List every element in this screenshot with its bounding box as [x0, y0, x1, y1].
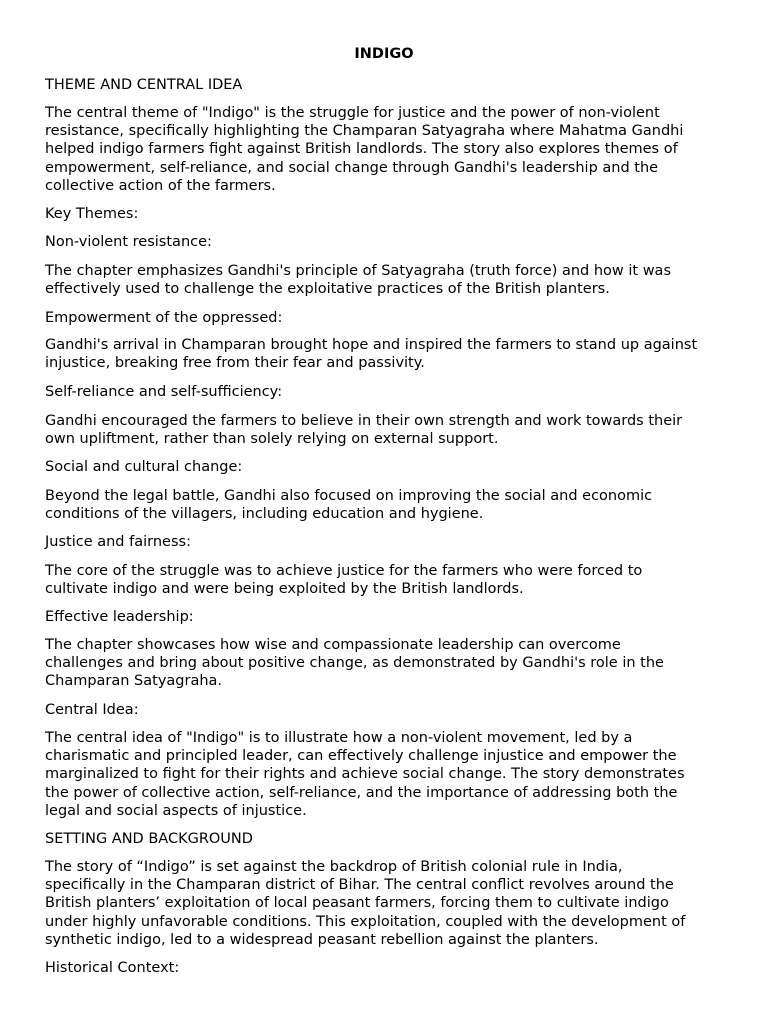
document-title: INDIGO	[354, 46, 414, 62]
text-line: specifically in the Champaran district of Bihar. The central conflict revolves around the	[45, 877, 674, 894]
text-line: The central idea of "Indigo" is to illustrate how a non-violent movement, led by a	[45, 730, 633, 746]
text-line: injustice, breaking free from their fear and passivity.	[45, 355, 425, 372]
text-line: British planters’ exploitation of local peasant farmers, forcing them to cultivate indigo	[45, 895, 669, 912]
text-line: Central Idea:	[45, 702, 139, 718]
text-line: under highly unfavorable conditions. This exploitation, coupled with the development of	[45, 913, 686, 930]
text-line: effectively used to challenge the exploitative practices of the British planters.	[45, 281, 610, 298]
text-line: marginalized to fight for their rights and achieve social change. The story demonstrates	[45, 766, 685, 783]
text-line: The story of “Indigo” is set against the backdrop of British colonial rule in India,	[45, 859, 623, 875]
text-line: THEME AND CENTRAL IDEA	[45, 77, 243, 93]
text-line: Empowerment of the oppressed:	[45, 310, 283, 326]
text-line: The chapter emphasizes Gandhi's principle of Satyagraha (truth force) and how it was	[45, 263, 671, 279]
text-line: collective action of the farmers.	[45, 177, 276, 194]
text-line: conditions of the villagers, including education and hygiene.	[45, 506, 484, 523]
text-line: Self-reliance and self-sufficiency:	[45, 384, 283, 400]
text-line: The core of the struggle was to achieve justice for the farmers who were forced to	[45, 563, 643, 579]
text-line: charismatic and principled leader, can effectively challenge injustice and empower the	[45, 748, 677, 765]
text-line: Social and cultural change:	[45, 459, 243, 475]
text-line: The chapter showcases how wise and compassionate leadership can overcome	[45, 637, 621, 653]
text-line: SETTING AND BACKGROUND	[45, 831, 253, 847]
text-line: empowerment, self-reliance, and social change through Gandhi's leadership and the	[45, 159, 659, 176]
text-line: challenges and bring about positive change, as demonstrated by Gandhi's role in the	[45, 655, 664, 672]
text-line: Effective leadership:	[45, 609, 194, 625]
text-line: own upliftment, rather than solely relying on external support.	[45, 431, 499, 448]
text-line: Key Themes:	[45, 206, 139, 222]
text-line: Gandhi encouraged the farmers to believe in their own strength and work towards their	[45, 413, 683, 429]
text-line: synthetic indigo, led to a widespread peasant rebellion against the planters.	[45, 931, 599, 948]
text-line: Justice and fairness:	[45, 534, 191, 550]
text-line: helped indigo farmers fight against British landlords. The story also explores themes of	[45, 141, 678, 158]
text-line: legal and social aspects of injustice.	[45, 802, 307, 819]
text-line: The central theme of "Indigo" is the struggle for justice and the power of non-violent	[45, 105, 660, 121]
text-line: Beyond the legal battle, Gandhi also focused on improving the social and economic	[45, 488, 653, 504]
text-line: Gandhi's arrival in Champaran brought hope and inspired the farmers to stand up against	[45, 337, 698, 353]
text-line: the power of collective action, self-reliance, and the importance of addressing both the	[45, 784, 678, 801]
text-line: resistance, specifically highlighting the Champaran Satyagraha where Mahatma Gandhi	[45, 123, 684, 140]
text-line: cultivate indigo and were being exploited by the British landlords.	[45, 581, 524, 598]
text-line: Non-violent resistance:	[45, 234, 212, 250]
text-line: Historical Context:	[45, 960, 180, 976]
text-line: Champaran Satyagraha.	[45, 673, 223, 690]
